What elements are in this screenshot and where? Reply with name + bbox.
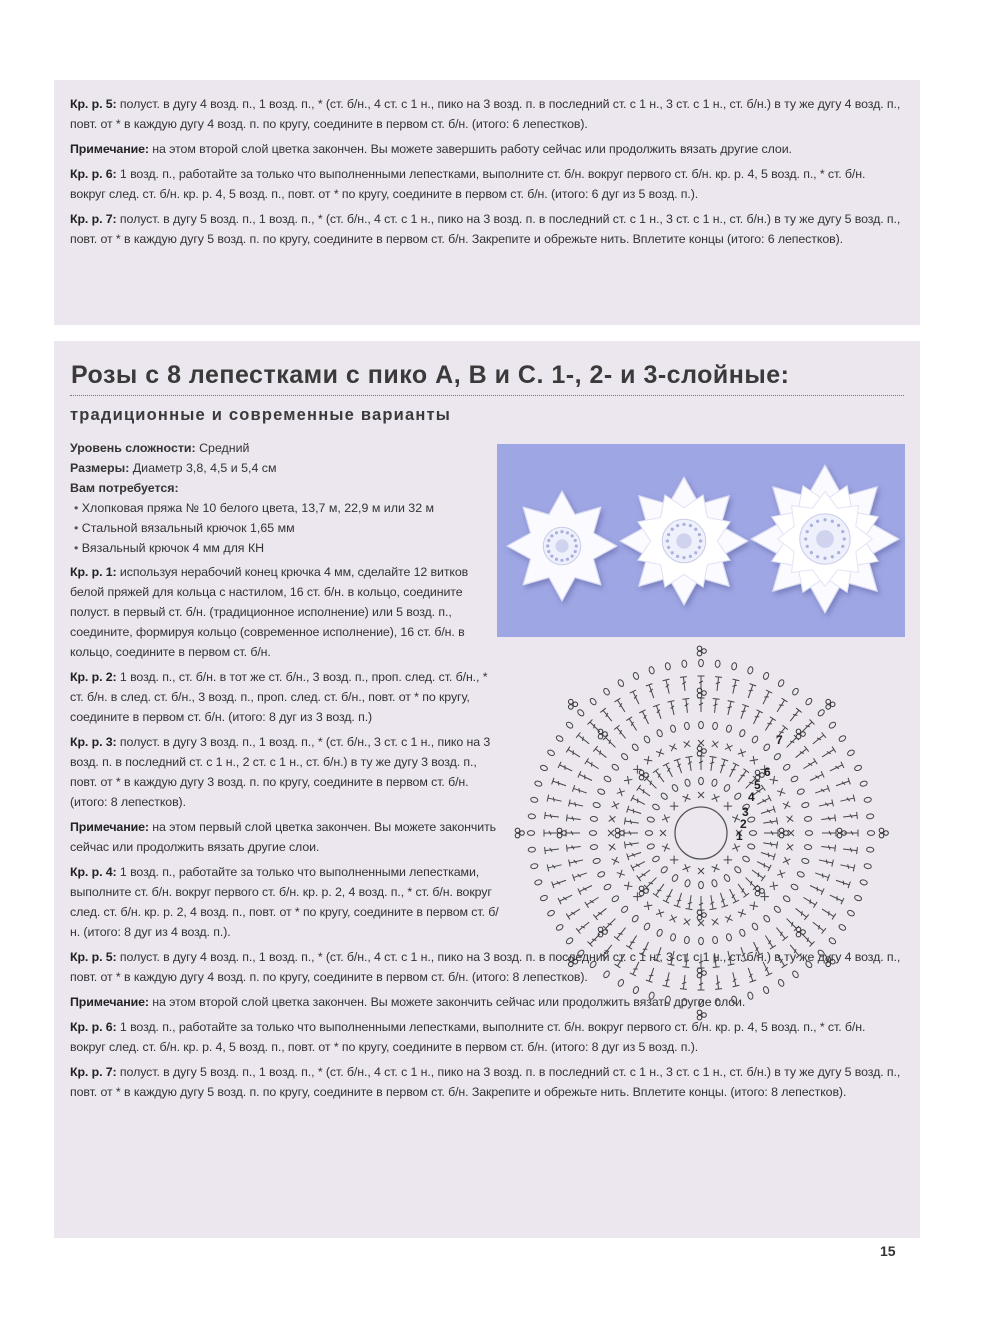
sizes: Размеры: Диаметр 3,8, 4,5 и 5,4 см: [70, 461, 277, 475]
row-3: Кр. р. 3: полуст. в дугу 3 возд. п., 1 возд. п., * (ст. б/н., 3 ст. с 1 н., пико на 3 возд. п. в последний ст. с 1 н., 2 ст. с 1 н., ст. б/н.) в ту же дугу 3 возд. п., повт. от * в каждую дугу 3 возд. п. по кругу, соедините в первом ст. б/н. (итого: 8 лепестков).: [70, 735, 491, 809]
row-6: Кр. р. 6: 1 возд. п., работайте за только что выполненными лепестками, выполните ст. б/н. вокруг первого ст. б/н. кр. р. 4, 5 возд. п., * ст. б/н. вокруг след. ст. б/н. кр. р. 4, 5 возд. п., повт. от * по кругу, соедините в первом ст. б/н. (итого: 8 дуг из 5 возд. п.).: [70, 1020, 866, 1054]
note-1: Примечание: на этом первый слой цветка закончен. Вы можете закончить сейчас или продолжить вязать другие слои.: [70, 820, 497, 854]
chart-row-number: 7: [776, 733, 783, 747]
large-rose-icon: [751, 465, 899, 613]
medium-rose-icon: [620, 477, 748, 605]
section-title: Розы с 8 лепестками с пико A, B и C. 1-, 2- и 3-слойные:: [71, 361, 790, 389]
row-4: Кр. р. 4: 1 возд. п., работайте за только что выполненными лепестками, выполните ст. б/н. вокруг первого ст. б/н. кр. р. 2, 4 возд. п., * ст. б/н. вокруг след. ст. б/н. кр. р. 2, 4 возд. п., повт. от * по кругу, соедините в первом ст. б/н. (итого: 8 дуг из 4 возд. п.).: [70, 865, 499, 939]
materials-item: • Вязальный крючок 4 мм для КН: [70, 538, 500, 558]
crochet-chart: [514, 641, 894, 1031]
roses-photo: [497, 444, 905, 637]
crochet-chart-drawing: [514, 641, 894, 1031]
small-rose-icon: [507, 491, 617, 601]
row-1: Кр. р. 1: используя нерабочий конец крючка 4 мм, сделайте 12 витков белой пряжей для кольца с настилом, 16 ст. б/н. в кольцо, соедините полуст. в первый ст. б/н. (традиционное исполнение) или 5 возд. п., соедините, формируя кольцо (современное исполнение), 16 ст. б/н. в кольцо, соедините в первом ст. б/н.: [70, 565, 469, 659]
row-2: Кр. р. 2: 1 возд. п., ст. б/н. в тот же ст. б/н., 3 возд. п., проп. след. ст. б/н., * ст. б/н. в след. ст. б/н., 3 возд. п., проп. след. ст. б/н., повт. от * по кругу, соедините в первом ст. б/н. (итого: 8 дуг из 3 возд. п.): [70, 670, 488, 724]
page-number: 15: [880, 1243, 896, 1259]
section-subtitle: традиционные и современные варианты: [70, 406, 452, 424]
left-column: [70, 438, 500, 942]
top-row-7: Кр. р. 7: полуст. в дугу 5 возд. п., 1 возд. п., * (ст. б/н., 4 ст. с 1 н., пико на 3 возд. п. в последний ст. с 1 н., 3 ст. с 1 н., ст. б/н.) в ту же дугу 5 возд. п., повт. от * в каждую дугу 5 возд. п. по кругу, соедините в первом ст. б/н. Закрепите и обрежьте нить. Вплетите концы (итого: 6 лепестков).: [70, 212, 901, 246]
chart-symbols: [515, 646, 888, 1020]
row-7: Кр. р. 7: полуст. в дугу 5 возд. п., 1 возд. п., * (ст. б/н., 4 ст. с 1 н., пико на 3 возд. п. в последний ст. с 1 н., 3 ст. с 1 н., ст. б/н.) в ту же дугу 5 возд. п., повт. от * в каждую дугу 5 возд. п. по кругу, соедините в первом ст. б/н. Закрепите и обрежьте нить. Вплетите концы. (итого: 8 лепестков).: [70, 1065, 901, 1099]
row-5: Кр. р. 5: полуст. в дугу 4 возд. п., 1 возд. п., * (ст. б/н., 4 ст. с 1 н., пико на 3 возд. п. в последний ст. с 1 н., 3 ст. с 1 н., ст. б/н.) в ту же дугу 4 возд. п., повт. от * в каждую дугу 4 возд. п. по кругу, соедините в первом ст. б/н. (итого: 8 лепестков).: [70, 950, 901, 984]
materials-item: • Стальной вязальный крючок 1,65 мм: [70, 518, 500, 538]
chart-row-numbers: [736, 733, 783, 843]
difficulty-level: Уровень сложности: Средний: [70, 441, 250, 455]
materials-list: [70, 498, 500, 558]
note-2: Примечание: на этом второй слой цветка закончен. Вы можете закончить сейчас или продолжить вязать другие слои.: [70, 995, 746, 1009]
materials-heading: Вам потребуется:: [70, 481, 179, 495]
top-instructions-panel: [54, 80, 920, 325]
rose-pattern-panel: [54, 341, 920, 1238]
top-row-6: Кр. р. 6: 1 возд. п., работайте за только что выполненными лепестками, выполните ст. б/н. вокруг первого ст. б/н. кр. р. 4, 5 возд. п., * ст. б/н. вокруг след. ст. б/н. кр. р. 4, 5 возд. п., повт. от * по кругу, соедините в первом ст. б/н. (итого: 6 дуг из 5 возд. п.).: [70, 167, 866, 201]
top-note: Примечание: на этом второй слой цветка закончен. Вы можете завершить работу сейчас или продолжить вязать другие слои.: [70, 142, 792, 156]
chart-row-number: 4: [748, 790, 755, 804]
top-row-5: Кр. р. 5: полуст. в дугу 4 возд. п., 1 возд. п., * (ст. б/н., 4 ст. с 1 н., пико на 3 возд. п. в последний ст. с 1 н., 3 ст. с 1 н., ст. б/н.) в ту же дугу 4 возд. п., повт. от * в каждую дугу 4 возд. п. по кругу, соедините в первом ст. б/н. (итого: 6 лепестков).: [70, 97, 901, 131]
chart-row-number: 6: [764, 765, 771, 779]
chart-row-number: 2: [740, 817, 747, 831]
materials-item: • Хлопковая пряжа № 10 белого цвета, 13,7 м, 22,9 м или 32 м: [70, 498, 500, 518]
chart-row-number: 5: [754, 778, 761, 792]
title-divider: [70, 395, 904, 396]
chart-row-number: 1: [736, 829, 743, 843]
roses-photo-drawing: [497, 444, 905, 637]
chart-row-number: 3: [742, 805, 749, 819]
